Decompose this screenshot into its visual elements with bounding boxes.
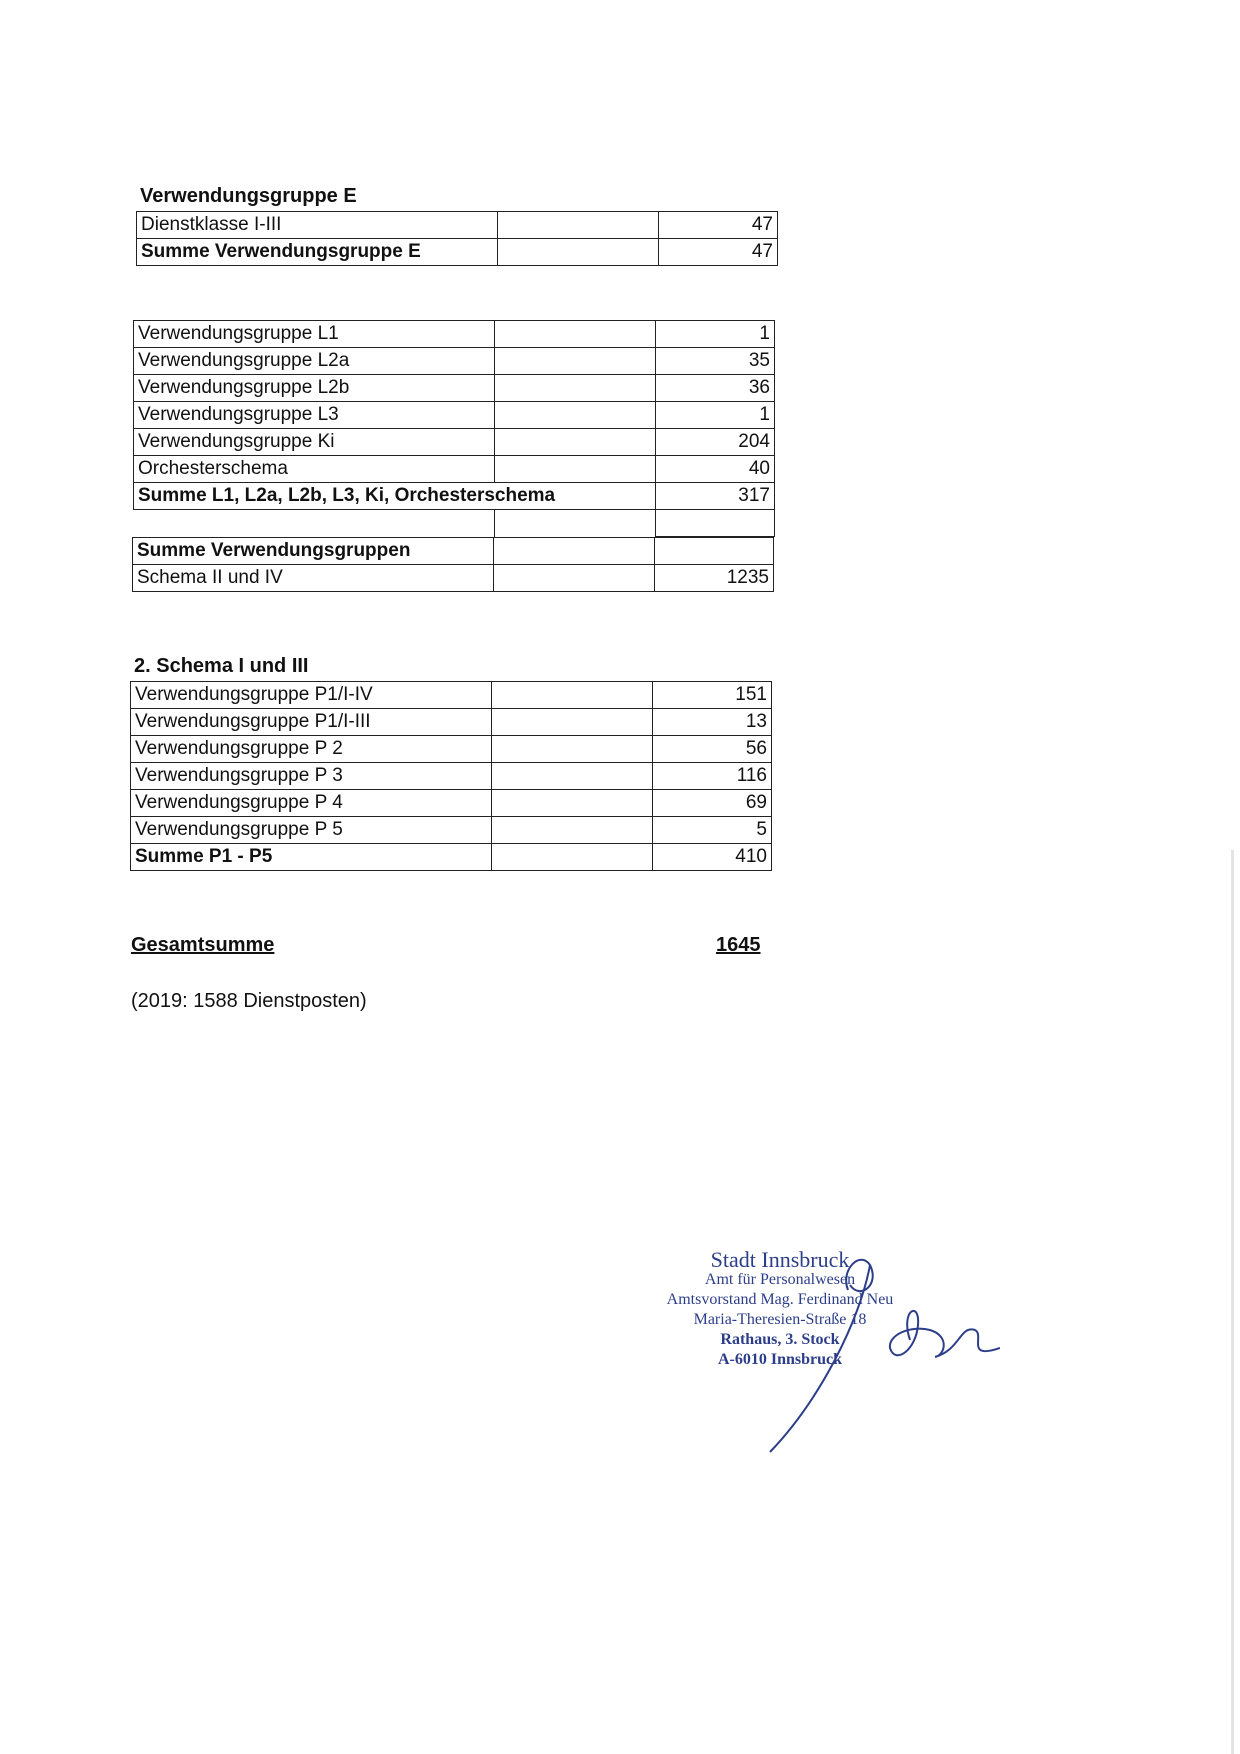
sum-row xyxy=(134,483,775,510)
row-blank xyxy=(495,510,656,537)
table-row xyxy=(134,402,775,429)
row-value: 56 xyxy=(653,736,772,763)
stamp-line: Amtsvorstand Mag. Ferdinand Neu xyxy=(666,1291,894,1308)
stamp-line: Rathaus, 3. Stock xyxy=(720,1331,840,1348)
row-label: Verwendungsgruppe Ki xyxy=(134,429,495,456)
row-label: Schema II und IV xyxy=(133,565,494,592)
table-row xyxy=(133,565,774,592)
row-blank xyxy=(495,375,656,402)
table-row xyxy=(131,682,772,709)
row-label: Verwendungsgruppe L1 xyxy=(134,321,495,348)
row-label: Orchesterschema xyxy=(134,456,495,483)
table-row xyxy=(131,790,772,817)
row-value: 47 xyxy=(659,212,778,239)
row-label: Verwendungsgruppe P 2 xyxy=(131,736,492,763)
sum-label: Summe L1, L2a, L2b, L3, Ki, Orchesterschema xyxy=(134,483,656,510)
row-value: 204 xyxy=(656,429,775,456)
table-row xyxy=(134,456,775,483)
row-value: 116 xyxy=(653,763,772,790)
row-value: 69 xyxy=(653,790,772,817)
row-blank xyxy=(498,239,659,266)
row-value: 151 xyxy=(653,682,772,709)
sum-value: 47 xyxy=(659,239,778,266)
handwritten-signature xyxy=(720,1230,1000,1470)
row-value: 1235 xyxy=(655,565,774,592)
section-p-title: 2. Schema I und III xyxy=(134,655,309,677)
row-blank xyxy=(492,817,653,844)
section-total-groups-title: Summe Verwendungsgruppen xyxy=(133,538,494,565)
row-blank xyxy=(495,348,656,375)
spacer-row xyxy=(134,510,775,537)
row-blank xyxy=(492,790,653,817)
row-value: 5 xyxy=(653,817,772,844)
previous-year-note: (2019: 1588 Dienstposten) xyxy=(131,990,367,1012)
table-row xyxy=(134,348,775,375)
row-label: Dienstklasse I-III xyxy=(137,212,498,239)
sum-header-row xyxy=(133,538,774,565)
row-value: 35 xyxy=(656,348,775,375)
row-label: Verwendungsgruppe P 5 xyxy=(131,817,492,844)
row-value: 13 xyxy=(653,709,772,736)
stamp-line: Amt für Personalwesen xyxy=(704,1271,856,1288)
row-label: Verwendungsgruppe L2a xyxy=(134,348,495,375)
row-blank xyxy=(495,429,656,456)
section-l-table xyxy=(133,320,775,537)
row-label: Verwendungsgruppe P 3 xyxy=(131,763,492,790)
row-blank xyxy=(492,763,653,790)
sum-value: 410 xyxy=(653,844,772,871)
table-row xyxy=(131,709,772,736)
stamp-line: Stadt Innsbruck xyxy=(710,1247,850,1272)
row-label: Verwendungsgruppe P1/I-IV xyxy=(131,682,492,709)
sum-row xyxy=(137,239,778,266)
scan-edge-shadow xyxy=(1231,850,1234,1754)
row-value: 1 xyxy=(656,402,775,429)
row-label: Verwendungsgruppe P 4 xyxy=(131,790,492,817)
row-value: 1 xyxy=(656,321,775,348)
row-blank xyxy=(492,736,653,763)
row-blank xyxy=(495,321,656,348)
stamp-line: A-6010 Innsbruck xyxy=(717,1351,843,1368)
table-row xyxy=(137,212,778,239)
table-row xyxy=(134,375,775,402)
sum-label: Summe Verwendungsgruppe E xyxy=(137,239,498,266)
row-blank xyxy=(492,709,653,736)
stamp-line: Maria-Theresien-Straße 18 xyxy=(693,1311,867,1328)
row-blank xyxy=(495,402,656,429)
row-blank xyxy=(492,682,653,709)
section-e-title: Verwendungsgruppe E xyxy=(140,185,357,207)
row-blank xyxy=(498,212,659,239)
row-blank xyxy=(494,538,655,565)
table-row xyxy=(134,321,775,348)
row-blank xyxy=(656,510,775,537)
grand-total-label: Gesamtsumme xyxy=(131,934,275,956)
grand-total-value: 1645 xyxy=(716,934,761,956)
row-label: Verwendungsgruppe L3 xyxy=(134,402,495,429)
row-blank xyxy=(655,538,774,565)
row-value: 40 xyxy=(656,456,775,483)
row-blank xyxy=(134,510,495,537)
table-row xyxy=(131,736,772,763)
sum-label: Summe P1 - P5 xyxy=(131,844,492,871)
row-label: Verwendungsgruppe L2b xyxy=(134,375,495,402)
row-blank xyxy=(494,565,655,592)
table-row xyxy=(131,763,772,790)
section-total-groups-table xyxy=(132,537,774,592)
section-e-table xyxy=(136,211,778,266)
table-row xyxy=(134,429,775,456)
sum-row xyxy=(131,844,772,871)
row-label: Verwendungsgruppe P1/I-III xyxy=(131,709,492,736)
sum-value: 317 xyxy=(656,483,775,510)
row-blank xyxy=(495,456,656,483)
row-value: 36 xyxy=(656,375,775,402)
section-p-table xyxy=(130,681,772,871)
row-blank xyxy=(492,844,653,871)
table-row xyxy=(131,817,772,844)
